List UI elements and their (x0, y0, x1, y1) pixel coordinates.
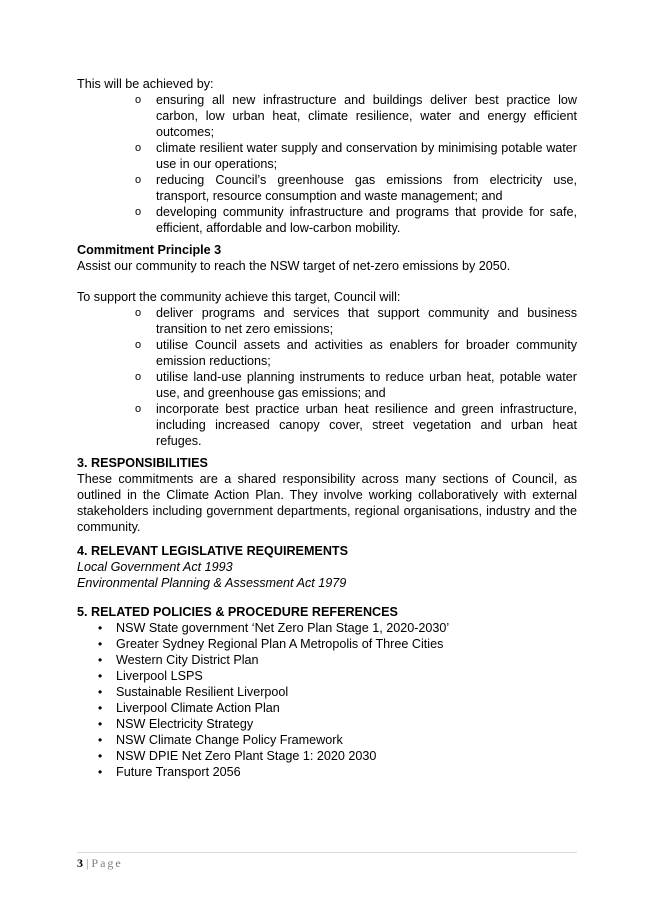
achievement-list (135, 92, 577, 236)
list-item: o utilise land-use planning instruments to reduce urban heat, potable water use, and greenhouse gas emissions; and (135, 370, 577, 400)
page-footer (77, 856, 123, 871)
list-item: • NSW Electricity Strategy (98, 717, 254, 731)
list-item: • Greater Sydney Regional Plan A Metropolis of Three Cities (98, 637, 444, 651)
circle-bullet-icon: o (135, 174, 142, 186)
bullet-icon: • (98, 717, 103, 731)
circle-bullet-icon: o (135, 339, 142, 351)
bullet-icon: • (98, 685, 103, 699)
related-policies-heading: 5. RELATED POLICIES & PROCEDURE REFERENCES (77, 605, 398, 619)
circle-bullet-icon: o (135, 403, 142, 415)
support-list (135, 305, 577, 449)
list-item: o utilise Council assets and activities as enablers for broader community emission reductions; (135, 338, 577, 368)
page-number: 3 (77, 856, 83, 870)
related-policies-list (95, 620, 577, 780)
list-item: • NSW Climate Change Policy Framework (98, 733, 343, 747)
bullet-icon: • (98, 701, 103, 715)
legislative-act: Local Government Act 1993 (77, 560, 233, 574)
bullet-icon: • (98, 765, 103, 779)
circle-bullet-icon: o (135, 307, 142, 319)
responsibilities-text: These commitments are a shared responsibility across many sections of Council, as outlined in the Climate Action Plan. They involve working collaboratively with external stakeholders including government departments, regional organisations, industry and the community. (77, 472, 577, 534)
principle-3-text: Assist our community to reach the NSW target of net-zero emissions by 2050. (77, 259, 511, 273)
circle-bullet-icon: o (135, 94, 142, 106)
legislative-act: Environmental Planning & Assessment Act 1979 (77, 576, 347, 590)
circle-bullet-icon: o (135, 142, 142, 154)
footer-separator: | (86, 856, 89, 870)
circle-bullet-icon: o (135, 206, 142, 218)
circle-bullet-icon: o (135, 371, 142, 383)
list-item: • Western City District Plan (98, 653, 259, 667)
principle-3-heading: Commitment Principle 3 (77, 243, 222, 257)
bullet-icon: • (98, 653, 103, 667)
responsibilities-heading: 3. RESPONSIBILITIES (77, 456, 208, 470)
list-item: o reducing Council’s greenhouse gas emissions from electricity use, transport, resource consumption and waste management; and (135, 173, 577, 203)
bullet-icon: • (98, 669, 103, 683)
bullet-icon: • (98, 637, 103, 651)
list-item: o ensuring all new infrastructure and buildings deliver best practice low carbon, low urban heat, climate resilience, water and energy efficient outcomes; (135, 93, 577, 139)
list-item: • Liverpool LSPS (98, 669, 203, 683)
bullet-icon: • (98, 749, 103, 763)
list-item: o developing community infrastructure and programs that provide for safe, efficient, affordable and low-carbon mobility. (135, 205, 577, 235)
list-item: o climate resilient water supply and conservation by minimising potable water use in our operations; (135, 141, 577, 171)
list-item: • Future Transport 2056 (98, 765, 241, 779)
bullet-icon: • (98, 621, 103, 635)
support-text: To support the community achieve this target, Council will: (77, 290, 401, 304)
list-item: • NSW DPIE Net Zero Plant Stage 1: 2020 2030 (98, 749, 377, 763)
list-item: o deliver programs and services that support community and business transition to net zero emissions; (135, 306, 577, 336)
footer-divider (77, 852, 577, 853)
list-item: • NSW State government ‘Net Zero Plan Stage 1, 2020-2030’ (98, 621, 450, 635)
list-item: • Liverpool Climate Action Plan (98, 701, 280, 715)
bullet-icon: • (98, 733, 103, 747)
page-label: Page (91, 856, 123, 870)
list-item: • Sustainable Resilient Liverpool (98, 685, 289, 699)
intro-text: This will be achieved by: (77, 77, 214, 91)
list-item: o incorporate best practice urban heat resilience and green infrastructure, including increased canopy cover, street vegetation and urban heat refuges. (135, 402, 577, 448)
legislative-heading: 4. RELEVANT LEGISLATIVE REQUIREMENTS (77, 544, 349, 558)
